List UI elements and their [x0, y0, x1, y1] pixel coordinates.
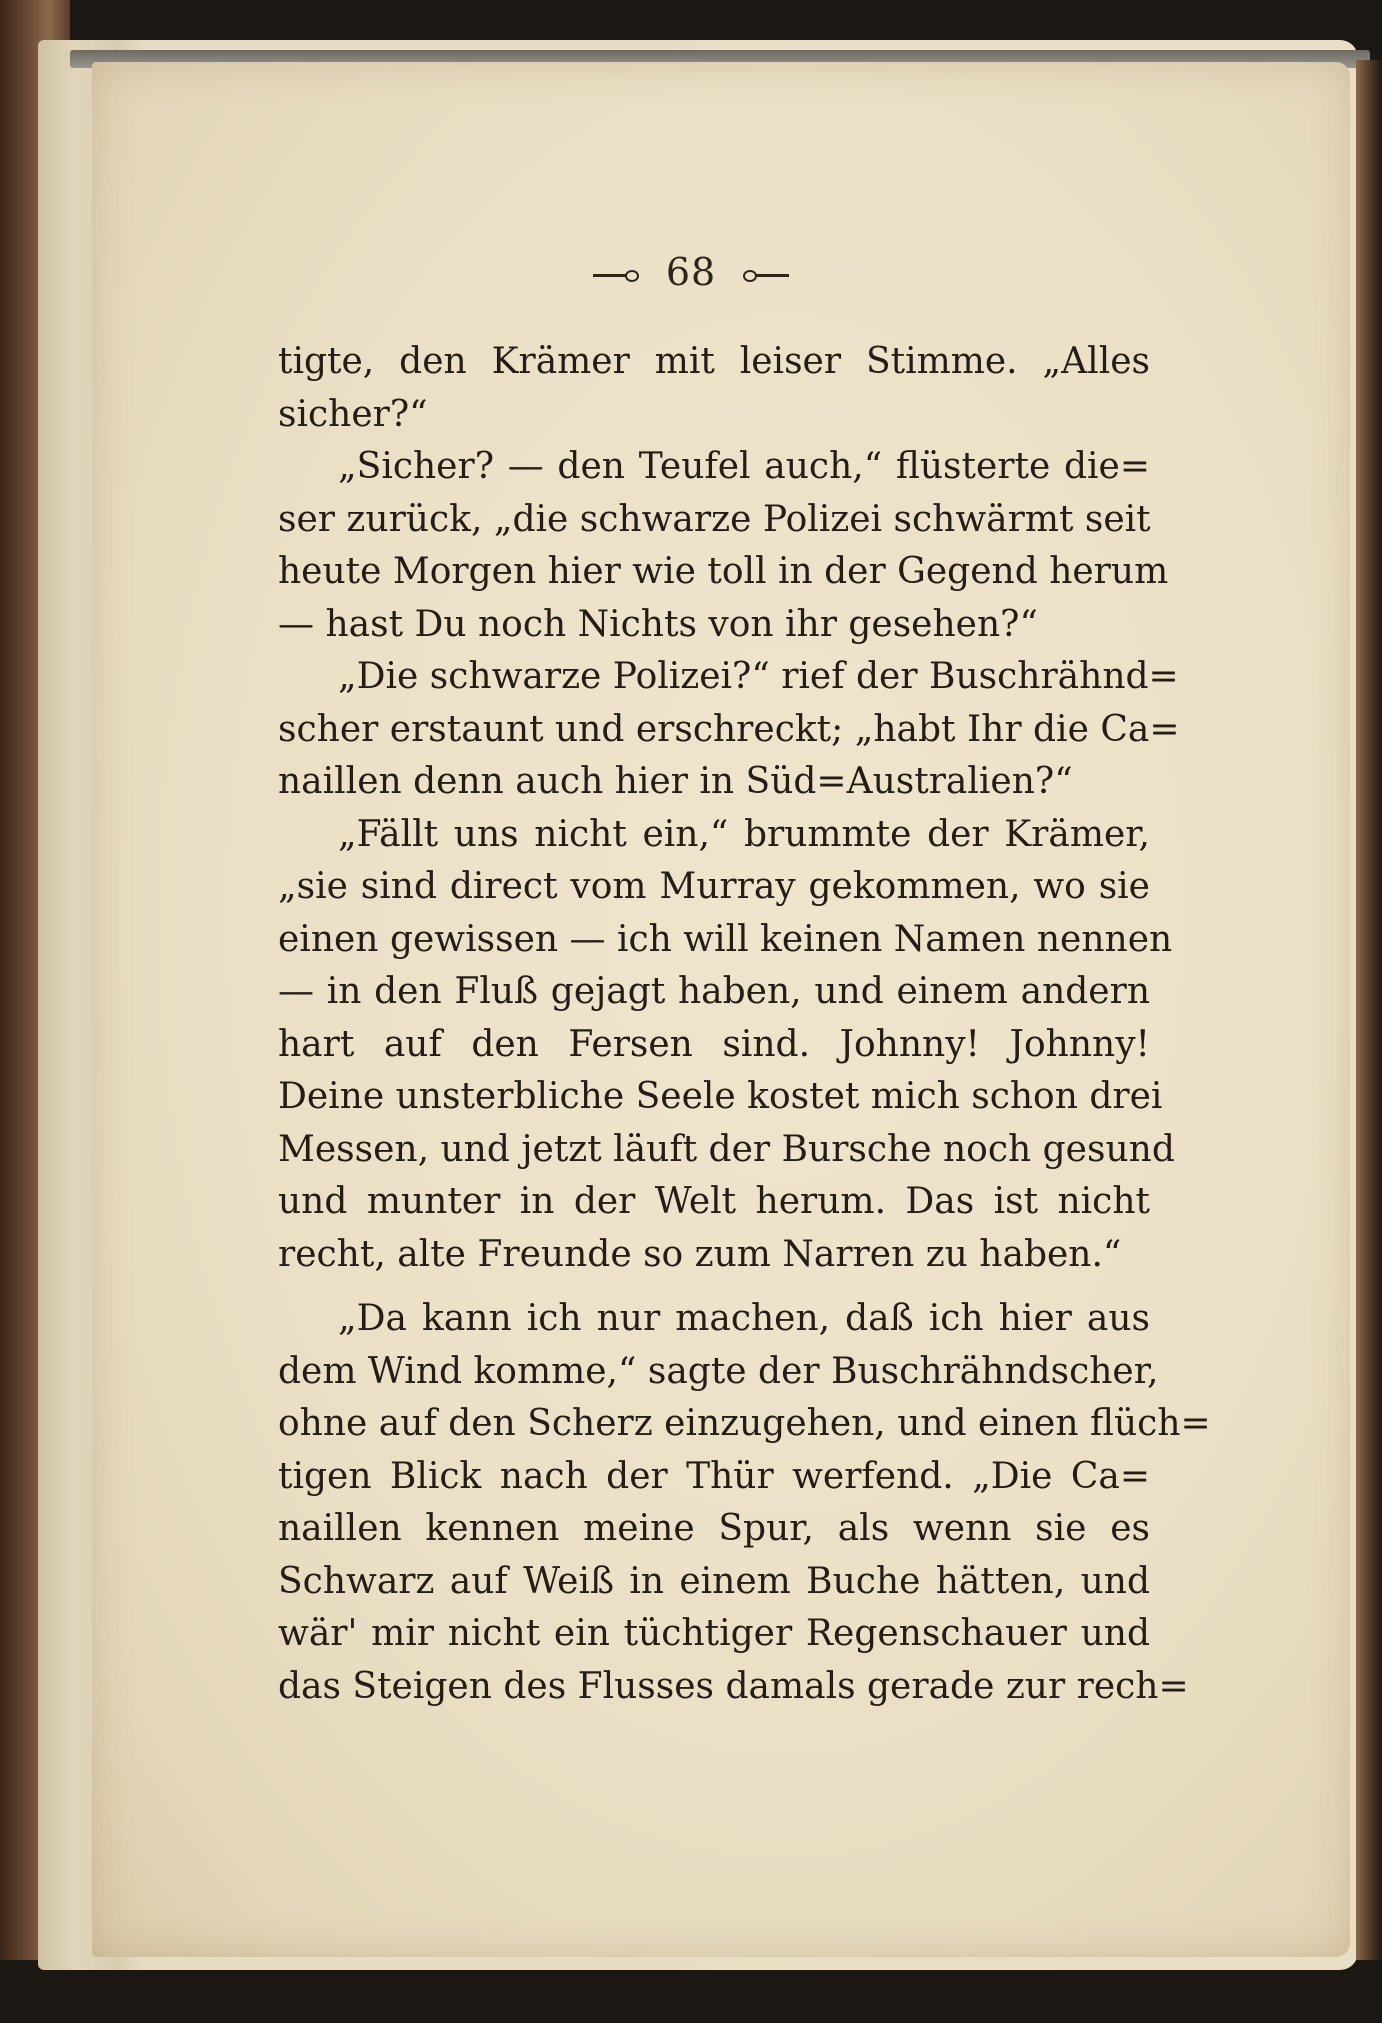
- text-line: und munter in der Welt herum. Das ist nicht: [278, 1181, 1150, 1222]
- text-line: recht, alte Freunde so zum Narren zu haben.“: [278, 1233, 1122, 1275]
- text-line: hart auf den Fersen sind. Johnny! Johnny!: [278, 1023, 1150, 1065]
- text-line: Schwarz auf Weiß in einem Buche hätten, und: [278, 1560, 1150, 1602]
- page-number: 68: [665, 250, 717, 294]
- header-ornament-left: [593, 274, 635, 277]
- text-line: „Fällt uns nicht ein,“ brummte der Krämer,: [338, 813, 1150, 855]
- page-header: [0, 250, 1382, 294]
- text-line: — hast Du noch Nichts von ihr gesehen?“: [278, 603, 1038, 645]
- header-ornament-right: [747, 274, 789, 277]
- text-line: einen gewissen — ich will keinen Namen nennen: [278, 918, 1173, 960]
- text-line: scher erstaunt und erschreckt; „habt Ihr die Ca=: [278, 708, 1180, 750]
- text-line: naillen denn auch hier in Süd=Australien?“: [278, 761, 1073, 802]
- body-text: [278, 336, 1211, 1713]
- text-line: sicher?“: [278, 393, 428, 435]
- text-line: „Da kann ich nur machen, daß ich hier aus: [338, 1298, 1150, 1339]
- text-line: „sie sind direct vom Murray gekommen, wo sie: [278, 866, 1150, 907]
- text-line: „Die schwarze Polizei?“ rief der Buschrähnd=: [338, 656, 1179, 697]
- text-line: das Steigen des Flusses damals gerade zur rech=: [278, 1665, 1189, 1707]
- text-line: heute Morgen hier wie toll in der Gegend herum: [278, 551, 1169, 592]
- text-line: tigte, den Krämer mit leiser Stimme. „Alles: [278, 341, 1150, 382]
- text-line: dem Wind komme,“ sagte der Buschrähndscher,: [278, 1350, 1159, 1392]
- text-line: wär' mir nicht ein tüchtiger Regenschauer und: [278, 1613, 1150, 1654]
- book-right-edge: [1356, 60, 1382, 1960]
- text-line: Deine unsterbliche Seele kostet mich schon drei: [278, 1076, 1163, 1117]
- text-line: tigen Blick nach der Thür werfend. „Die Ca=: [278, 1455, 1150, 1497]
- text-line: ser zurück, „die schwarze Polizei schwärmt seit: [278, 498, 1151, 540]
- text-line: — in den Fluß gejagt haben, und einem andern: [278, 971, 1150, 1012]
- text-line: ohne auf den Scherz einzugehen, und einen flüch=: [278, 1403, 1211, 1444]
- text-line: Messen, und jetzt läuft der Bursche noch gesund: [278, 1128, 1175, 1170]
- text-line: naillen kennen meine Spur, als wenn sie es: [278, 1508, 1150, 1549]
- text-line: „Sicher? — den Teufel auch,“ flüsterte die=: [338, 446, 1150, 487]
